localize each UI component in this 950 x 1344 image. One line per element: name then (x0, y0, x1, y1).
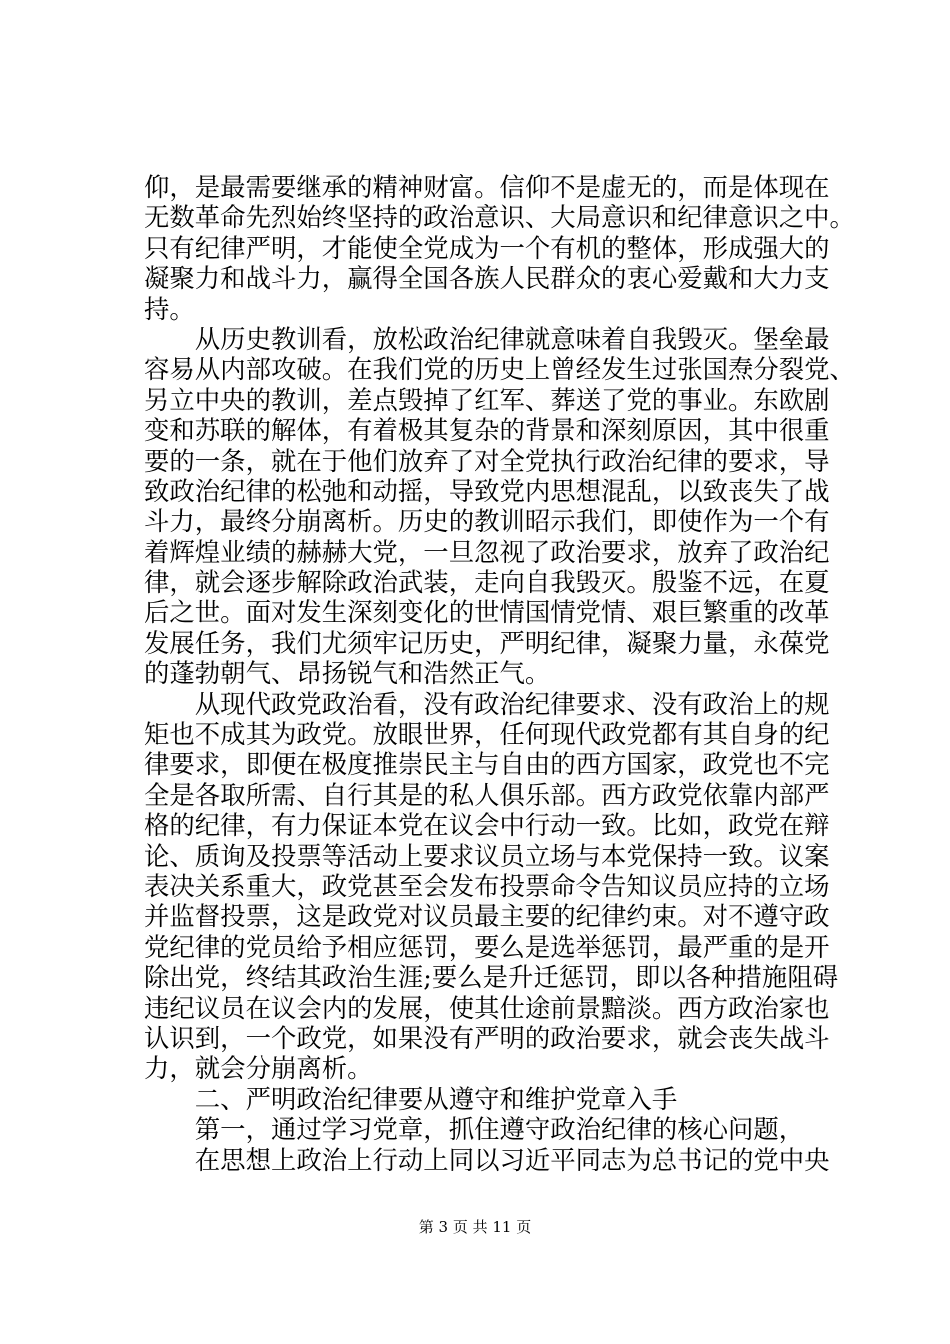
body-text (144, 172, 855, 1175)
text-line: 表决关系重大，政党甚至会发布投票命令告知议员应持的立场 (144, 870, 830, 901)
page-number-footer: 第 3 页 共 11 页 (418, 1218, 532, 1236)
text-line: 违纪议员在议会内的发展，使其仕途前景黯淡。西方政治家也 (144, 992, 830, 1023)
text-line: 持。 (144, 293, 195, 324)
text-line: 只有纪律严明，才能使全党成为一个有机的整体，形成强大的 (144, 232, 830, 263)
text-line: 仰，是最需要继承的精神财富。信仰不是虚无的，而是体现在 (144, 172, 830, 202)
text-line: 着辉煌业绩的赫赫大党，一旦忽视了政治要求，放弃了政治纪 (144, 536, 830, 567)
text-line: 除出党，终结其政治生涯;要么是升迁惩罚，即以各种措施阻碍 (144, 962, 839, 993)
text-line: 认识到，一个政党，如果没有严明的政治要求，就会丧失战斗 (144, 1022, 830, 1053)
text-line: 另立中央的教训，差点毁掉了红军、葬送了党的事业。东欧剧 (144, 384, 830, 415)
text-line: 第一，通过学习党章，抓住遵守政治纪律的核心问题， (144, 1114, 805, 1145)
text-line: 变和苏联的解体，有着极其复杂的背景和深刻原因，其中很重 (144, 415, 830, 446)
text-line: 致政治纪律的松弛和动摇，导致党内思想混乱，以致丧失了战 (144, 475, 830, 506)
text-line: 无数革命先烈始终坚持的政治意识、大局意识和纪律意识之中。 (144, 202, 855, 233)
text-line: 律要求，即便在极度推崇民主与自由的西方国家，政党也不完 (144, 749, 830, 780)
text-line: 斗力，最终分崩离析。历史的教训昭示我们，即使作为一个有 (144, 506, 830, 537)
text-line: 要的一条，就在于他们放弃了对全党执行政治纪律的要求，导 (144, 445, 830, 476)
text-line: 并监督投票，这是政党对议员最主要的纪律约束。对不遵守政 (144, 901, 830, 932)
text-line: 全是各取所需、自行其是的私人俱乐部。西方政党依靠内部严 (144, 779, 830, 810)
text-line: 凝聚力和战斗力，赢得全国各族人民群众的衷心爱戴和大力支 (144, 263, 830, 294)
text-line: 党纪律的党员给予相应惩罚，要么是选举惩罚，最严重的是开 (144, 931, 830, 962)
text-line: 后之世。面对发生深刻变化的世情国情党情、艰巨繁重的改革 (144, 597, 830, 628)
text-line: 容易从内部攻破。在我们党的历史上曾经发生过张国焘分裂党、 (144, 354, 855, 385)
text-line: 在思想上政治上行动上同以习近平同志为总书记的党中央 (144, 1144, 830, 1175)
text-line: 格的纪律，有力保证本党在议会中行动一致。比如，政党在辩 (144, 810, 830, 841)
text-line: 从现代政党政治看，没有政治纪律要求、没有政治上的规 (144, 688, 830, 719)
text-line: 律，就会逐步解除政治武装，走向自我毁灭。殷鉴不远，在夏 (144, 567, 830, 598)
text-line: 力，就会分崩离析。 (144, 1053, 373, 1084)
text-line: 的蓬勃朝气、昂扬锐气和浩然正气。 (144, 658, 551, 689)
text-line: 发展任务，我们尤须牢记历史，严明纪律，凝聚力量，永葆党 (144, 627, 830, 658)
text-line: 论、质询及投票等活动上要求议员立场与本党保持一致。议案 (144, 840, 830, 871)
text-line: 从历史教训看，放松政治纪律就意味着自我毁灭。堡垒最 (144, 323, 830, 354)
text-line: 矩也不成其为政党。放眼世界，任何现代政党都有其自身的纪 (144, 719, 830, 750)
section-heading: 二、严明政治纪律要从遵守和维护党章入手 (144, 1083, 678, 1114)
